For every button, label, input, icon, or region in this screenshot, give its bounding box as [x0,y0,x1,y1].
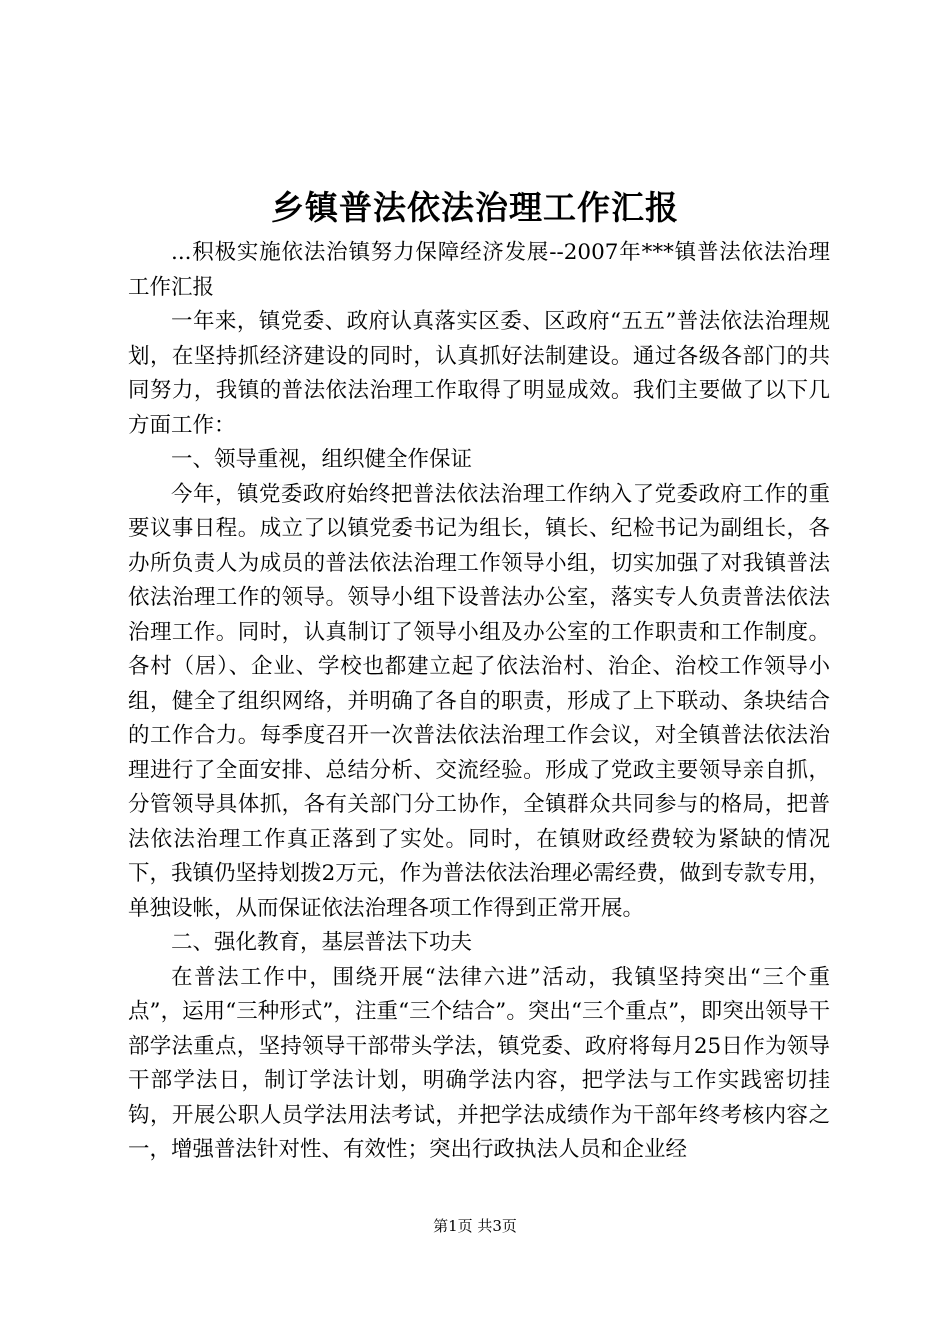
page-footer: 第1页 共3页 [433,1217,517,1235]
paragraph-section-2: 在普法工作中，围绕开展“法律六进”活动，我镇坚持突出“三个重点”，运用“三种形式”，注重“三个结合”。突出“三个重点”，即突出领导干部学法重点，坚持领导干部带头学法，镇党委、政府将每月25日作为领导干部学法日，制订学法计划，明确学法内容，把学法与工作实践密切挂钩，开展公职人员学法用法考试，并把学法成绩作为干部年终考核内容之一，增强普法针对性、有效性；突出行政执法人员和企业经 [128,964,830,1162]
document-body [128,236,830,1168]
paragraph-section-1: 今年，镇党委政府始终把普法依法治理工作纳入了党委政府工作的重要议事日程。成立了以镇党委书记为组长，镇长、纪检书记为副组长，各办所负责人为成员的普法依法治理工作领导小组，切实加强了对我镇普法依法治理工作的领导。领导小组下设普法办公室，落实专人负责普法依法治理工作。同时，认真制订了领导小组及办公室的工作职责和工作制度。各村（居）、企业、学校也都建立起了依法治村、治企、治校工作领导小组，健全了组织网络，并明确了各自的职责，形成了上下联动、条块结合的工作合力。每季度召开一次普法依法治理工作会议，对全镇普法依法治理进行了全面安排、总结分析、交流经验。形成了党政主要领导亲自抓，分管领导具体抓，各有关部门分工协作，全镇群众共同参与的格局，把普法依法治理工作真正落到了实处。同时，在镇财政经费较为紧缺的情况下，我镇仍坚持划拨2万元，作为普法依法治理必需经费，做到专款专用，单独设帐，从而保证依法治理各项工作得到正常开展。 [128,481,830,921]
section-heading-1: 一、领导重视，组织健全作保证 [171,447,473,472]
document-title: 乡镇普法依法治理工作汇报 [271,188,679,227]
section-heading-2: 二、强化教育，基层普法下功夫 [171,930,473,955]
paragraph-subtitle: ...积极实施依法治镇努力保障经济发展--2007年***镇普法依法治理工作汇报 [128,240,830,300]
paragraph-intro: 一年来，镇党委、政府认真落实区委、区政府“五五”普法依法治理规划，在坚持抓经济建设的同时，认真抓好法制建设。通过各级各部门的共同努力，我镇的普法依法治理工作取得了明显成效。我们主要做了以下几方面工作： [128,309,830,438]
